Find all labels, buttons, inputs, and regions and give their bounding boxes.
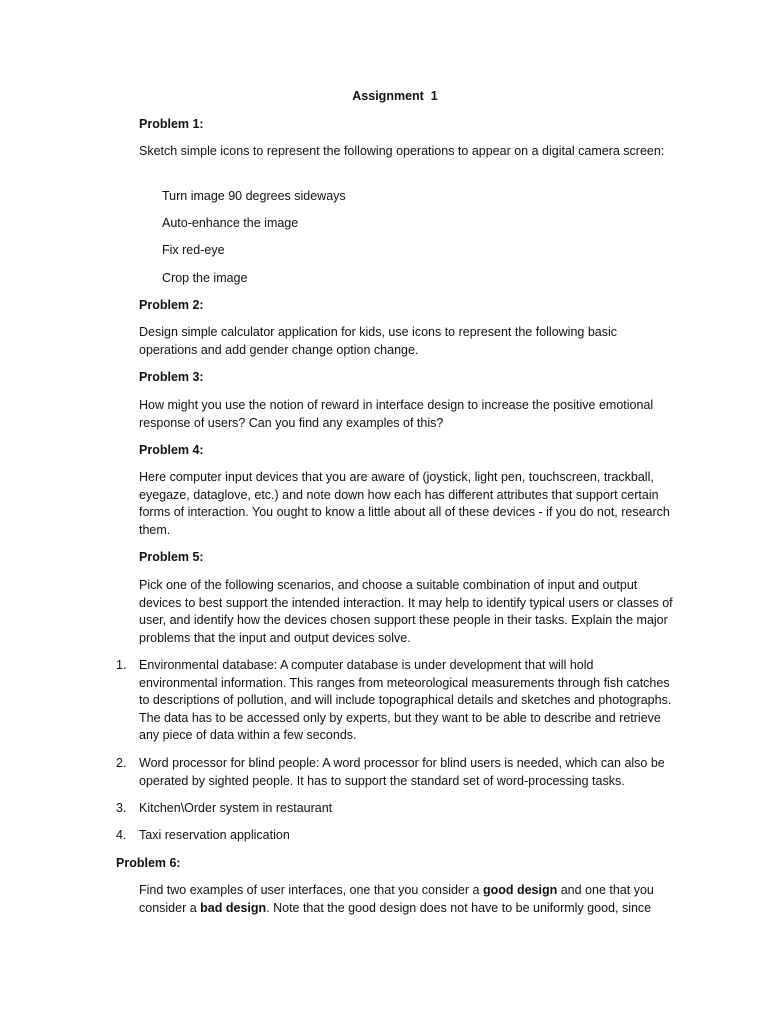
scenario-number: 2.	[116, 756, 127, 770]
problem-5-heading: Problem 5:	[139, 550, 204, 564]
scenario-text: Environmental database: A computer database is under development that will hold environmental information. This ranges from meteorological measurements through fish catches to descriptions of pollution, and will include topographical details and sketches and photographs. The data has to be accessed only by experts, but they want to be able to describe and retrieve any piece of data within a few seconds.	[139, 658, 672, 742]
bad-design-emphasis: bad design	[200, 900, 267, 915]
problem-6-text-part: . Note that the good design does not have to be uniformly good, since	[266, 900, 652, 915]
problem-3-text: How might you use the notion of reward in interface design to increase the positive emotional response of users? Can you find any examples of this?	[139, 398, 654, 430]
good-design-emphasis: good design	[482, 883, 558, 897]
problem-1-item: Fix red-eye	[162, 243, 225, 257]
problem-1-heading: Problem 1:	[139, 117, 204, 131]
document-title: Assignment 1	[352, 89, 438, 103]
scenario-text: Word processor for blind people: A word processor for blind users is needed, which can also be operated by sighted people. It has to support the standard set of word-processing tasks.	[139, 756, 665, 788]
problem-6-heading: Problem 6:	[116, 856, 181, 870]
problem-1-item: Crop the image	[162, 271, 248, 285]
problem-4-heading: Problem 4:	[139, 443, 204, 457]
scenario-text: Kitchen\Order system in restaurant	[139, 801, 333, 815]
scenario-text: Taxi reservation application	[139, 828, 290, 842]
scenario-number: 4.	[116, 828, 127, 842]
problem-2-heading: Problem 2:	[139, 298, 204, 312]
problem-4-text: Here computer input devices that you are aware of (joystick, light pen, touchscreen, trackball, eyegaze, dataglove, etc.) and note down how each has different attributes that support certain forms of interaction. You ought to know a little about all of these devices - if you do not, research them.	[139, 470, 670, 537]
problem-1-item: Auto-enhance the image	[162, 216, 299, 230]
problem-6-text-part: and one that you consider a	[139, 883, 654, 915]
problem-6-text	[139, 882, 674, 917]
problem-1-item: Turn image 90 degrees sideways	[162, 189, 346, 203]
scenario-number: 3.	[116, 801, 127, 815]
problem-3-heading: Problem 3:	[139, 370, 204, 384]
scenario-number: 1.	[116, 658, 127, 672]
problem-6-text-part: Find two examples of user interfaces, one that you consider a	[139, 883, 483, 897]
problem-1-intro: Sketch simple icons to represent the following operations to appear on a digital camera screen:	[139, 144, 665, 158]
problem-2-text: Design simple calculator application for kids, use icons to represent the following basic operations and add gender change option change.	[139, 325, 618, 357]
problem-5-text: Pick one of the following scenarios, and choose a suitable combination of input and output devices to best support the intended interaction. It may help to identify typical users or classes of user, and identify how the devices chosen support these people in their tasks. Explain the major problems that the input and output devices solve.	[139, 578, 673, 645]
